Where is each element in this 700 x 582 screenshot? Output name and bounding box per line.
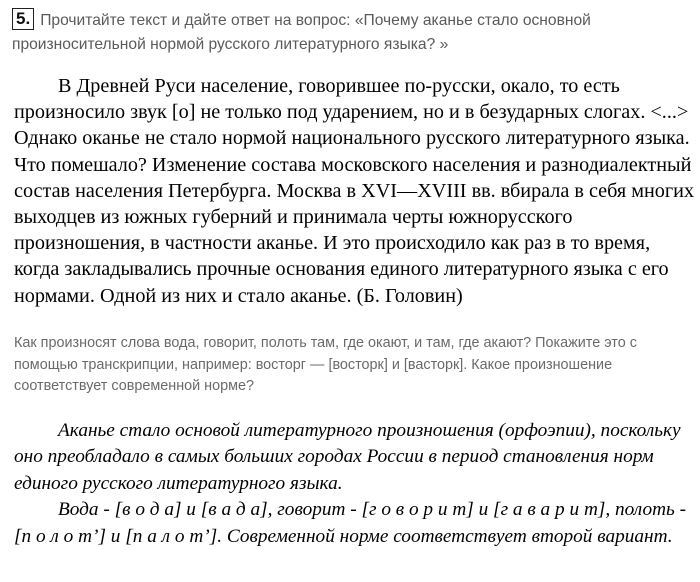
task-question: Как произносят слова вода, говорит, полоть там, где окают, и там, где акают? Покажите это с помощью транскрипции, например: восторг — [восторк] и [васторк]. Какое произношение соответствует современной норме? (14, 335, 637, 394)
task-header (12, 8, 692, 57)
answer-paragraph-2: Вода - [в о д а] и [в а д а], говорит - [г о в о р и т] и [г а в а р и т], полоть - [п о л о т’] и [п а л о т’]. Современной норме соответствует второй вариант. (14, 499, 687, 547)
source-text-block (14, 73, 696, 309)
source-text-paragraph: В Древней Руси население, говорившее по-русски, окало, то есть произносило звук [о] не только под ударением, но и в безударных слогах. <...> Однако оканье не стало нормой национального русского литературного языка. Что помешало? Изменение состава московского населения и разнодиалектный состав населения Петербурга. Москва в XVI—XVIII вв. вбирала в себя многих выходцев из южных губерний и принимала черты южнорусского произношения, в частности аканье. И это происходило как раз в то время, когда закладывались прочные основания единого литературного языка с его нормами. Одной из них и стало аканье. (Б. Головин) (14, 75, 695, 307)
task-number-badge: 5. (12, 8, 34, 30)
answer-paragraph-1: Аканье стало основой литературного произношения (орфоэпии), поскольку оно преобладало в самых больших городах России в период становления норм единого русского литературного языка. (14, 420, 681, 494)
task-instruction: Прочитайте текст и дайте ответ на вопрос: «Почему аканье стало основной произносительной нормой русского литературного языка? » (12, 12, 591, 53)
answer-block (14, 418, 696, 550)
